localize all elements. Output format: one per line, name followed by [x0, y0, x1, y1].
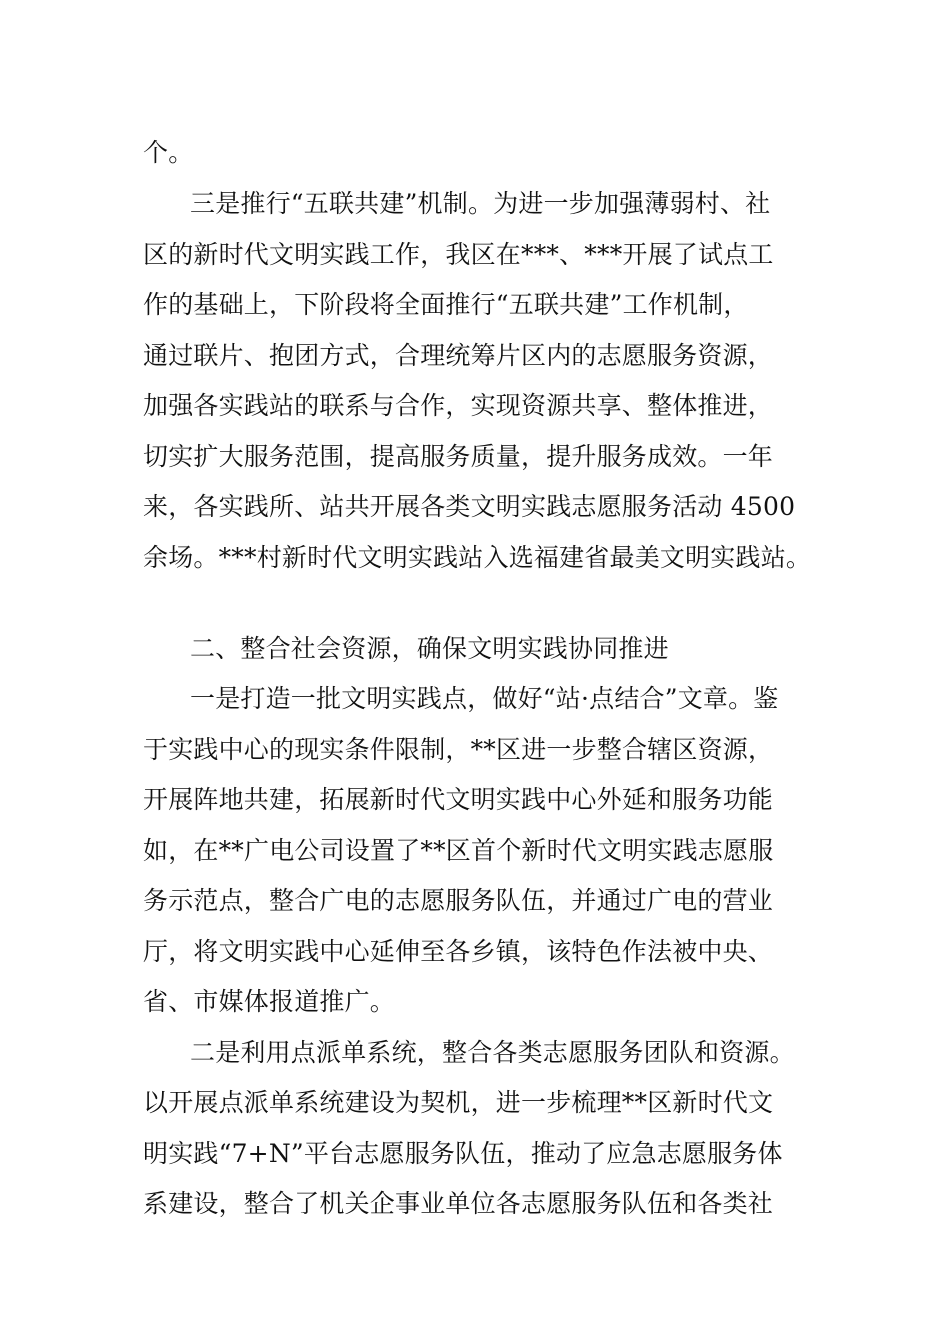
text-line: 于实践中心的现实条件限制，**区进一步整合辖区资源，	[143, 735, 774, 764]
text-line: 开展阵地共建，拓展新时代文明实践中心外延和服务功能	[143, 785, 774, 814]
text-line: 通过联片、抱团方式，合理统筹片区内的志愿服务资源，	[143, 341, 774, 370]
text-line: 切实扩大服务范围，提高服务质量，提升服务成效。一年	[143, 442, 774, 471]
paragraph-first-line: 一是打造一批文明实践点，做好“站·点结合”文章。鉴	[190, 684, 779, 713]
text-line: 个。	[143, 138, 194, 167]
text-line: 厅，将文明实践中心延伸至各乡镇，该特色作法被中央、	[143, 937, 774, 966]
text-line: 加强各实践站的联系与合作，实现资源共享、整体推进，	[143, 391, 774, 420]
text-line: 系建设，整合了机关企事业单位各志愿服务队伍和各类社	[143, 1189, 774, 1218]
text-line: 区的新时代文明实践工作，我区在***、***开展了试点工	[143, 240, 774, 269]
text-line: 来，各实践所、站共开展各类文明实践志愿服务活动 4500	[143, 492, 796, 521]
text-line: 明实践“7+N”平台志愿服务队伍，推动了应急志愿服务体	[143, 1139, 783, 1168]
text-line: 作的基础上，下阶段将全面推行“五联共建”工作机制，	[143, 290, 749, 319]
text-line: 务示范点，整合广电的志愿服务队伍，并通过广电的营业	[143, 886, 774, 915]
paragraph-first-line: 三是推行“五联共建”机制。为进一步加强薄弱村、社	[190, 189, 771, 218]
section-heading: 二、整合社会资源，确保文明实践协同推进	[190, 634, 669, 663]
text-line: 如，在**广电公司设置了**区首个新时代文明实践志愿服	[143, 836, 774, 865]
text-line: 省、市媒体报道推广。	[143, 987, 396, 1016]
text-line: 以开展点派单系统建设为契机，进一步梳理**区新时代文	[143, 1088, 774, 1117]
paragraph-first-line: 二是利用点派单系统，整合各类志愿服务团队和资源。	[190, 1038, 795, 1067]
text-line: 余场。***村新时代文明实践站入选福建省最美文明实践站。	[143, 543, 812, 572]
